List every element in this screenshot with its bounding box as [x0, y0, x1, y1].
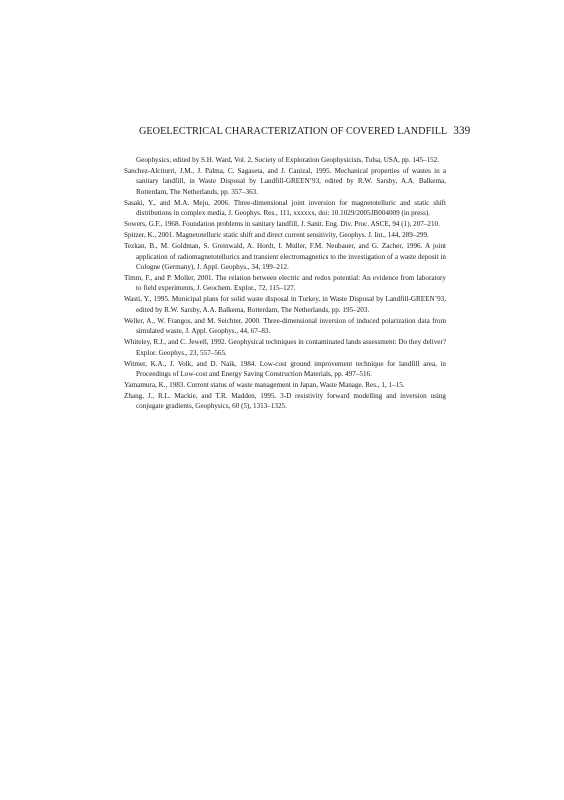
reference-item: Sasaki, Y., and M.A. Meju, 2006. Three-dimensional joint inversion for magnetotelluric and static shift distributions in complex media, J. Geophys. Res., 111, xxxxxx, doi: 10.1029/2005JB004009 (in press).	[124, 198, 446, 218]
reference-item: Tezkan, B., M. Goldman, S. Greinwald, A. Hordt, I. Muller, F.M. Neubauer, and G. Zacher, 1996. A joint application of radiomagnetotellurics and transient electromagnetics to the investigation of a waste deposit in Cologne (Germany), J. Appl. Geophys., 34, 199–212.	[124, 242, 446, 272]
running-head-title: GEOELECTRICAL CHARACTERIZATION OF COVERED LANDFILL	[139, 126, 448, 137]
reference-item: Sowers, G.F., 1968. Foundation problems in sanitary landfill, J. Sanit. Eng. Div. Proc. ASCE, 94 (1), 207–210.	[124, 220, 440, 229]
reference-item: Sanchez-Alciturri, J.M., J. Palma, C. Sagaseta, and J. Canizal, 1995. Mechanical properties of wastes in a sanitary landfill, in Waste Disposal by Landfill-GREEN’93, edited by R.W. Sarsby, A.A. Balkema, Rotterdam, The Netherlands, pp. 357–363.	[124, 167, 446, 196]
reference-item: Weller, A., W. Frangos, and M. Seichter, 2000. Three-dimensional inversion of induced polarization data from simulated waste, J. Appl. Geophys., 44, 67–83.	[124, 316, 446, 336]
page-number: 339	[453, 125, 471, 137]
reference-item: Whiteley, R.J., and C. Jewell, 1992. Geophysical techniques in contaminated lands assessment: Do they deliver? Explor. Geophys., 23, 557–565.	[124, 338, 446, 357]
reference-item: Witmer, K.A., J. Volk, and D. Naik, 1984. Low-cost ground improvement technique for landfill area, in Proceedings of Low-cost and Energy Saving Construction Materials, pp. 497–516.	[124, 359, 446, 379]
reference-list	[124, 155, 446, 412]
running-head	[139, 125, 471, 137]
reference-item: Zhang, J., R.L. Mackie, and T.R. Madden, 1995. 3-D resistivity forward modelling and inversion using conjugate gradients, Geophysics, 60 (5), 1313–1325.	[124, 392, 446, 411]
reference-item: Wasti, Y., 1995. Municipal plans for solid waste disposal in Turkey, in Waste Disposal by Landfill-GREEN’93, edited by R.W. Sarsby, A.A. Balkema, Rotterdam, The Netherlands, pp. 195–203.	[124, 295, 446, 314]
reference-item: Spitzer, K., 2001. Magnetotelluric static shift and direct current sensitivity, Geophys. J. Int., 144, 289–299.	[124, 231, 429, 240]
reference-item: Timm, F., and P. Moller, 2001. The relation between electric and redox potential: An evidence from laboratory to field experiments, J. Geochem. Explor., 72, 115–127.	[124, 274, 446, 293]
reference-item: Yamamura, K., 1983. Current status of waste management in Japan, Waste Manage. Res., 1, 1–15.	[124, 381, 405, 390]
reference-item: Geophysics, edited by S.H. Ward, Vol. 2, Society of Exploration Geophysicists, Tulsa, USA, pp. 145–152.	[136, 156, 440, 164]
